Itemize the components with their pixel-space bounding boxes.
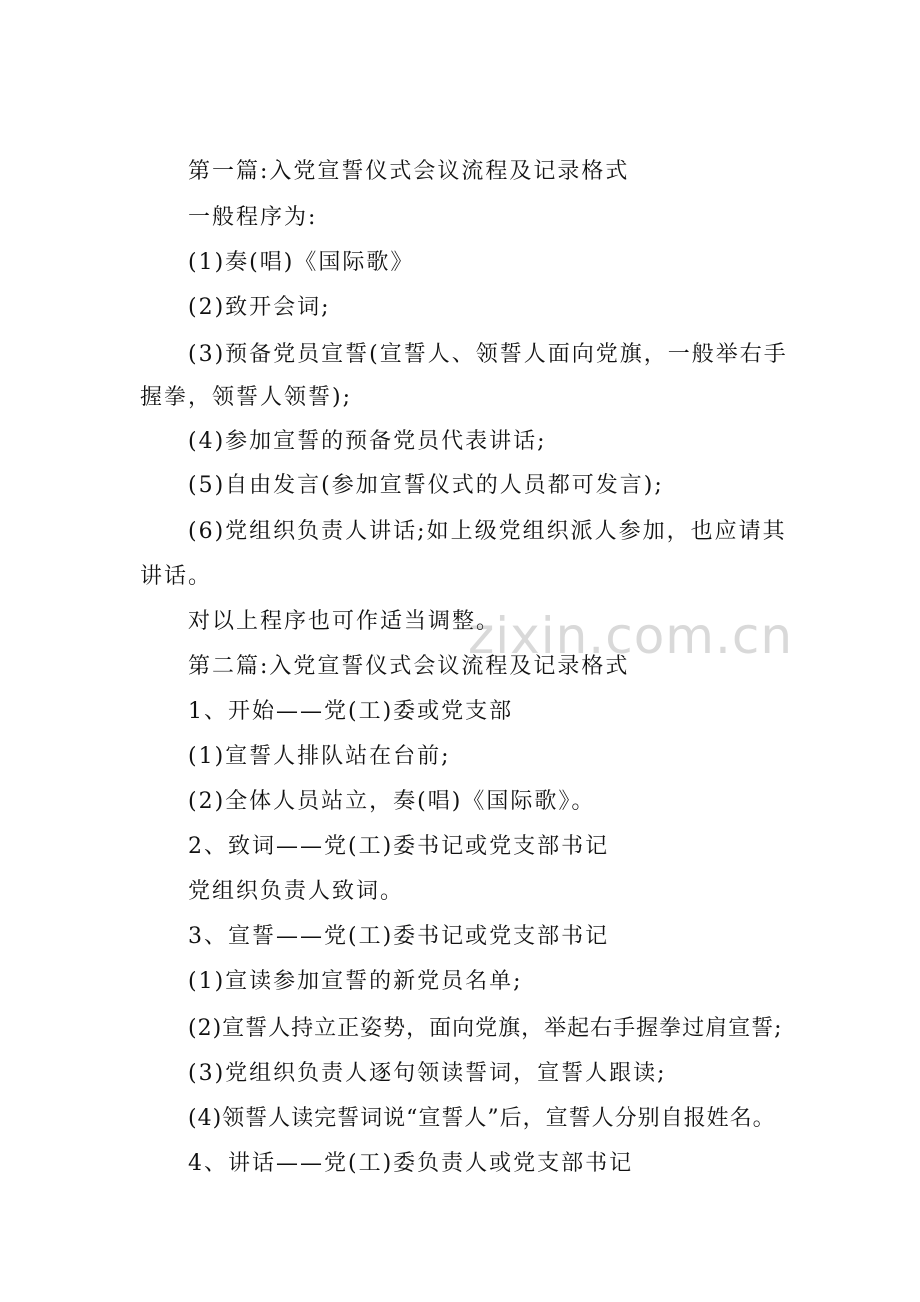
list-item: (2)宣誓人持立正姿势，面向党旗，举起右手握拳过肩宣誓; <box>188 1016 783 1041</box>
list-item: (1)宣誓人排队站在台前; <box>188 744 451 769</box>
section-heading: 1、开始——党(工)委或党支部 <box>188 699 514 724</box>
list-item-continuation: 握拳，领誓人领誓); <box>140 385 352 410</box>
section-heading: 2、致词——党(工)委书记或党支部书记 <box>188 834 610 859</box>
list-item: (4)领誓人读完誓词说“宣誓人”后，宣誓人分别自报姓名。 <box>188 1106 776 1131</box>
list-item: (6)党组织负责人讲话;如上级党组织派人参加，也应请其 <box>188 519 787 544</box>
paragraph: 一般程序为: <box>188 205 318 230</box>
list-item-continuation: 讲话。 <box>140 564 213 589</box>
paragraph: 对以上程序也可作适当调整。 <box>188 609 501 634</box>
section-heading: 4、讲话——党(工)委负责人或党支部书记 <box>188 1151 634 1176</box>
list-item: (1)奏(唱)《国际歌》 <box>188 250 415 275</box>
list-item: (1)宣读参加宣誓的新党员名单; <box>188 969 523 994</box>
list-item: (3)预备党员宣誓(宣誓人、领誓人面向党旗，一般举右手 <box>188 342 788 367</box>
list-item: (2)致开会词; <box>188 295 331 320</box>
section-heading: 3、宣誓——党(工)委书记或党支部书记 <box>188 924 610 949</box>
paragraph: 党组织负责人致词。 <box>188 879 405 904</box>
heading-part-1: 第一篇:入党宣誓仪式会议流程及记录格式 <box>188 159 630 184</box>
list-item: (3)党组织负责人逐句领读誓词，宣誓人跟读; <box>188 1061 667 1086</box>
heading-part-2: 第二篇:入党宣誓仪式会议流程及记录格式 <box>188 654 630 679</box>
list-item: (2)全体人员站立，奏(唱)《国际歌》。 <box>188 789 596 814</box>
list-item: (5)自由发言(参加宣誓仪式的人员都可发言); <box>188 473 664 498</box>
watermark: zixin.com.cn <box>468 607 794 665</box>
list-item: (4)参加宣誓的预备党员代表讲话; <box>188 429 547 454</box>
